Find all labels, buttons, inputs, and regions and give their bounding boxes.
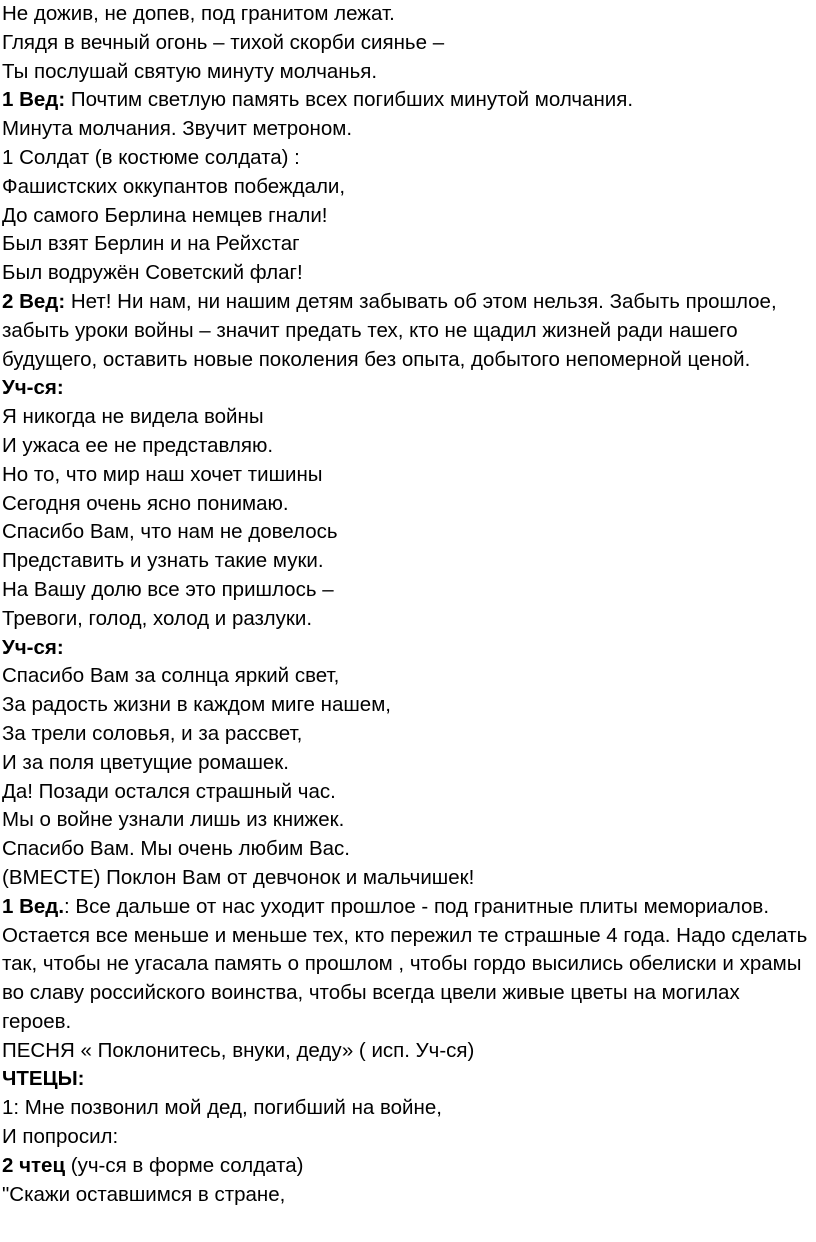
text-line: Спасибо Вам. Мы очень любим Вас.: [2, 837, 350, 861]
text-line: 1: Мне позвонил мой дед, погибший на войне,: [2, 1096, 442, 1120]
text-line: "Скажи оставшимся в стране,: [2, 1182, 286, 1206]
text-line: Минута молчания. Звучит метроном.: [2, 117, 353, 141]
text-line: За радость жизни в каждом миге нашем,: [2, 693, 391, 717]
text-line: Мы о войне узнали лишь из книжек.: [2, 808, 345, 832]
text-line: Спасибо Вам, что нам не довелось: [2, 520, 338, 544]
text-line: 1 Солдат (в костюме солдата) :: [2, 145, 300, 169]
speaker-label: 2 Вед:: [2, 289, 66, 313]
section-label: ЧТЕЦЫ:: [2, 1067, 85, 1091]
speaker-label: Уч-ся:: [2, 376, 64, 400]
text-line: Я никогда не видела войны: [2, 405, 264, 429]
paragraph: [2, 893, 814, 1037]
text-line: Тревоги, голод, холод и разлуки.: [2, 606, 313, 630]
speaker-label: 1 Вед:: [2, 88, 66, 112]
text-line: До самого Берлина немцев гнали!: [2, 203, 328, 227]
text-line: Фашистских оккупантов побеждали,: [2, 174, 346, 198]
text-line: Да! Позади остался страшный час.: [2, 779, 336, 803]
text-line: Не дожив, не допев, под гранитом лежат.: [2, 2, 395, 25]
paragraph-text: Нет! Ни нам, ни нашим детям забывать об этом нельзя. Забыть прошлое, забыть уроки войны – значит предать тех, кто не щадил жизней ради нашего будущего, оставить новые поколения без опыта, добытого непомерной ценой.: [2, 289, 777, 371]
text-line: Представить и узнать такие муки.: [2, 549, 324, 573]
text-line: Ты послушай святую минуту молчанья.: [2, 59, 378, 83]
text-line: На Вашу долю все это пришлось –: [2, 577, 334, 601]
text-line: И за поля цветущие ромашек.: [2, 750, 289, 774]
document-page: [2, 0, 814, 1209]
paragraph: [2, 288, 814, 374]
paragraph-text: : Все дальше от нас уходит прошлое - под гранитные плиты мемориалов. Остается все меньше и меньше тех, кто пережил те страшные 4 года. Надо сделать так, чтобы не угасала память о прошлом , чтобы гордо высились обелиски и храмы во славу российского воинства, чтобы всегда цвели живые цветы на могилах героев.: [2, 894, 808, 1033]
text-line: И попросил:: [2, 1125, 119, 1149]
text-line: Был водружён Советский флаг!: [2, 261, 303, 285]
text-line: Глядя в вечный огонь – тихой скорби сиянье –: [2, 30, 445, 54]
text-line: Был взят Берлин и на Рейхстаг: [2, 232, 300, 256]
speaker-label: 1 Вед.: [2, 894, 65, 918]
text-line: И ужаса ее не представляю.: [2, 433, 274, 457]
text-line: ПЕСНЯ « Поклонитесь, внуки, деду» ( исп. Уч-ся): [2, 1038, 475, 1062]
text-line: За трели соловья, и за рассвет,: [2, 721, 303, 745]
text-line: (ВМЕСТЕ) Поклон Вам от девчонок и мальчишек!: [2, 865, 475, 889]
speaker-heading: [2, 634, 814, 663]
speaker-text: Почтим светлую память всех погибших минутой молчания.: [65, 88, 634, 112]
speaker-text: (уч-ся в форме солдата): [65, 1153, 304, 1177]
speaker-label: Уч-ся:: [2, 635, 64, 659]
speaker-label: 2 чтец: [2, 1153, 66, 1177]
section-heading: [2, 1065, 814, 1094]
text-line: Сегодня очень ясно понимаю.: [2, 491, 289, 515]
text-line: [2, 86, 814, 115]
text-line: Спасибо Вам за солнца яркий свет,: [2, 664, 340, 688]
speaker-heading: [2, 374, 814, 403]
text-line: Но то, что мир наш хочет тишины: [2, 462, 323, 486]
text-line: [2, 1152, 814, 1181]
